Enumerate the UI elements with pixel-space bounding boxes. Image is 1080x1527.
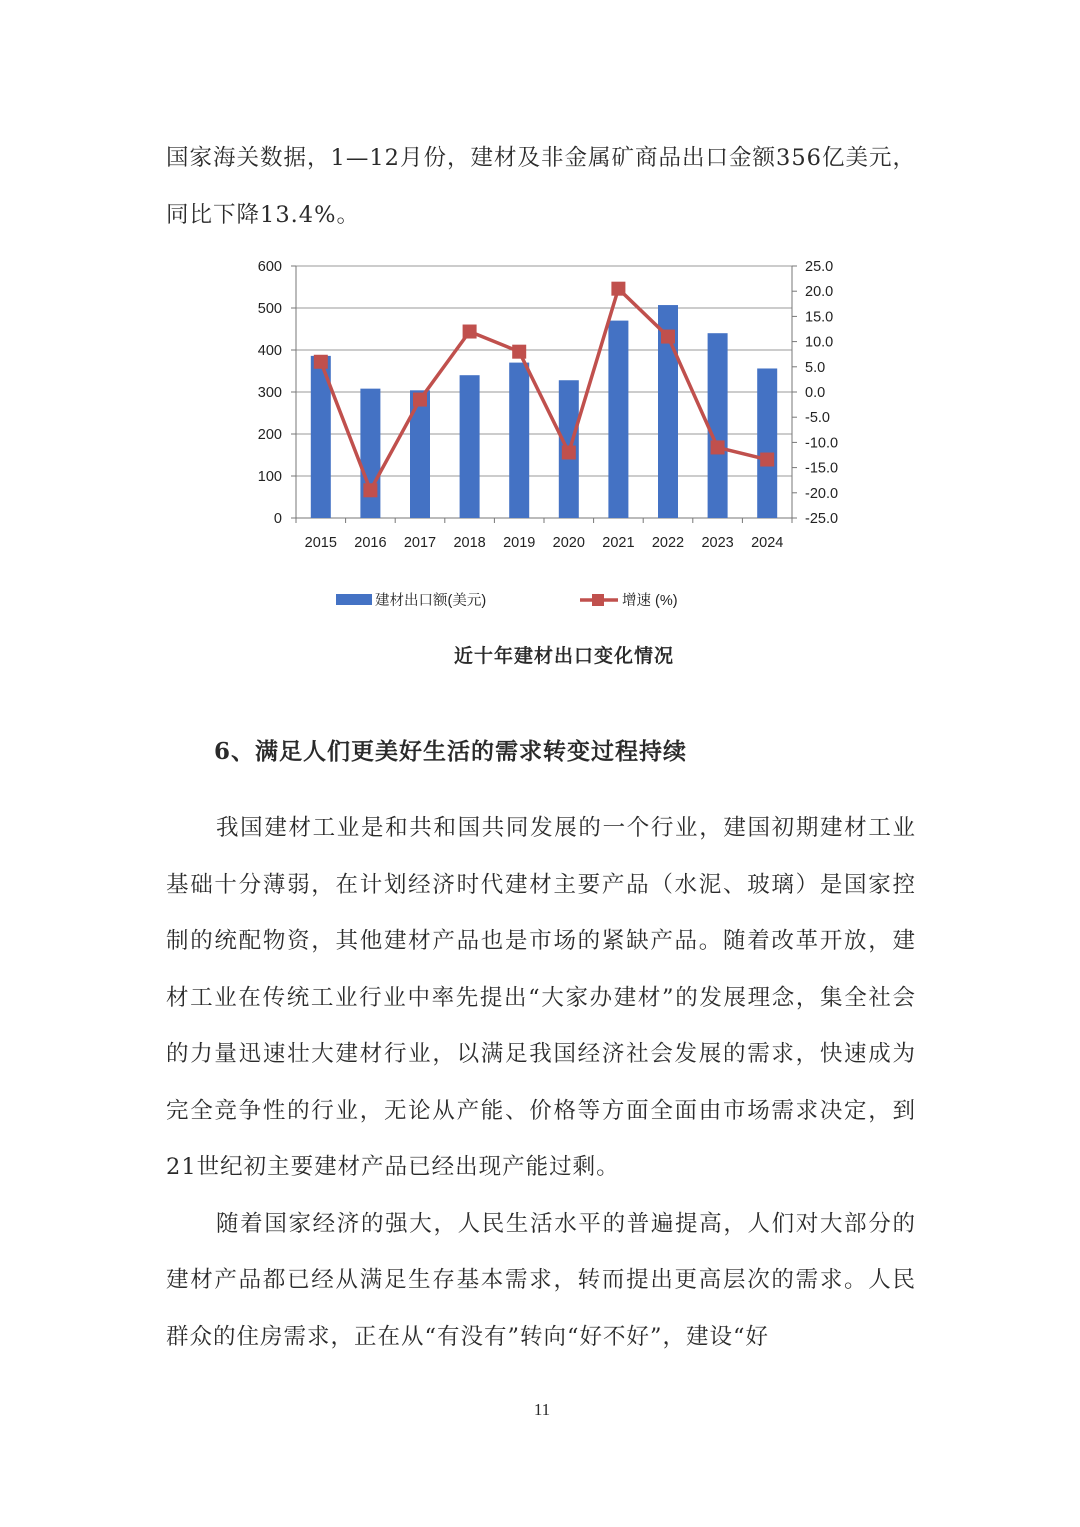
x-tick-label: 2022	[651, 535, 685, 551]
growth-line	[321, 289, 767, 491]
left-tick-label: 300	[257, 385, 282, 401]
x-tick-label: 2024	[751, 535, 784, 551]
bar	[757, 368, 777, 518]
legend-bar-label: 建材出口额(美元)	[375, 593, 487, 609]
growth-marker	[363, 483, 377, 497]
left-tick-label: 600	[257, 259, 282, 275]
growth-marker	[562, 445, 576, 459]
x-tick-label: 2018	[453, 535, 486, 551]
growth-marker	[463, 325, 477, 339]
x-tick-label: 2016	[354, 535, 387, 551]
growth-marker	[413, 393, 427, 407]
x-tick-label: 2021	[602, 535, 635, 551]
right-tick-label: 20.0	[805, 284, 834, 301]
body-paragraph-1: 我国建材工业是和共和国共同发展的一个行业，建国初期建材工业基础十分薄弱，在计划经济时代建材主要产品（水泥、玻璃）是国家控制的统配物资，其他建材产品也是市场的紧缺产品。随着改革开放，建材工业在传统工业行业中率先提出“大家办建材”的发展理念，集全社会的力量迅速壮大建材行业，以满足我国经济社会发展的需求，快速成为完全竞争性的行业，无论从产能、价格等方面全面由市场需求决定，到21世纪初主要建材产品已经出现产能过剩。	[166, 815, 916, 1180]
right-tick-label: 5.0	[805, 359, 826, 376]
bar	[608, 321, 628, 518]
left-tick-label: 200	[257, 427, 282, 443]
legend-bar-swatch	[336, 594, 372, 605]
legend-line-marker	[592, 594, 604, 606]
left-tick-label: 400	[257, 343, 282, 359]
right-tick-label: -10.0	[805, 435, 839, 452]
legend-line-label: 增速 (%)	[622, 593, 678, 609]
right-tick-label: -20.0	[805, 485, 839, 502]
x-tick-label: 2019	[503, 535, 536, 551]
left-tick-label: 0	[273, 511, 282, 527]
chart-caption: 近十年建材出口变化情况	[453, 645, 674, 667]
chart-svg	[240, 252, 860, 627]
page-number: 11	[533, 1400, 551, 1419]
right-tick-label: -25.0	[805, 511, 839, 527]
right-tick-label: 15.0	[805, 309, 834, 326]
bar	[708, 333, 728, 518]
x-tick-label: 2020	[552, 535, 585, 551]
growth-marker	[760, 453, 774, 467]
left-tick-label: 100	[257, 469, 282, 485]
bar	[360, 389, 380, 518]
section-heading: 6、满足人们更美好生活的需求转变过程持续	[214, 738, 688, 765]
growth-marker	[711, 440, 725, 454]
growth-marker	[512, 345, 526, 359]
x-tick-label: 2017	[403, 535, 437, 551]
x-tick-label: 2015	[304, 535, 337, 551]
growth-marker	[611, 282, 625, 296]
intro-paragraph: 国家海关数据，1—12月份，建材及非金属矿商品出口金额356亿美元，同比下降13.4%。	[166, 145, 916, 228]
intro-section	[166, 130, 916, 243]
bar	[460, 375, 480, 518]
bar	[509, 363, 529, 518]
export-chart	[240, 252, 860, 627]
right-tick-label: 10.0	[805, 334, 834, 351]
right-tick-label: 25.0	[805, 259, 834, 275]
right-tick-label: -15.0	[805, 460, 839, 477]
left-tick-label: 500	[257, 301, 282, 317]
right-tick-label: -5.0	[805, 410, 830, 427]
body-paragraph-2: 随着国家经济的强大，人民生活水平的普遍提高，人们对大部分的建材产品都已经从满足生存基本需求，转而提出更高层次的需求。人民群众的住房需求，正在从“有没有”转向“好不好”，建设“好	[166, 1210, 916, 1350]
body-section	[166, 800, 916, 1365]
growth-marker	[661, 330, 675, 344]
right-tick-label: 0.0	[805, 385, 826, 401]
growth-marker	[314, 355, 328, 369]
x-tick-label: 2023	[701, 535, 734, 551]
